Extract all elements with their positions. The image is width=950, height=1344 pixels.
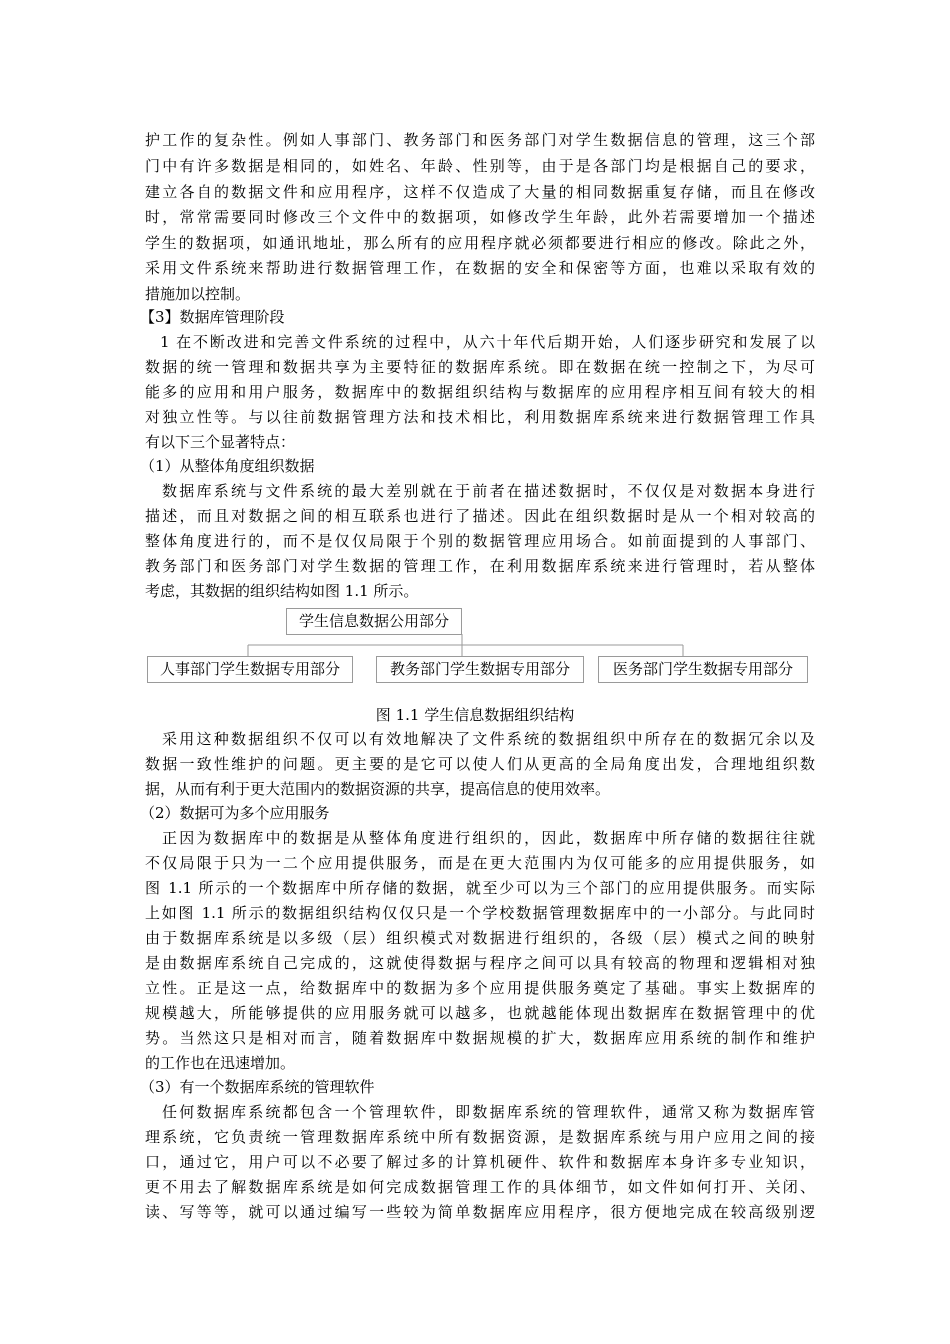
sub2-line: 势。当然这只是相对而言，随着数据库中数据规模的扩大，数据库应用系统的制作和维护	[145, 1029, 815, 1047]
sub3-line: 任何数据库系统都包含一个管理软件，即数据库系统的管理软件，通常又称为数据库管	[162, 1103, 815, 1121]
sub3-line: 口，通过它，用户可以不必要了解过多的计算机硬件、软件和数据库本身许多专业知识，	[145, 1153, 815, 1171]
diagram-node-academic: 教务部门学生数据专用部分	[376, 656, 584, 683]
sub3-line: 更不用去了解数据库系统是如何完成数据管理工作的具体细节，如文件如何打开、关闭、	[145, 1178, 815, 1196]
sub2-line: 由于数据库系统是以多级（层）组织模式对数据进行组织的，各级（层）模式之间的映射	[145, 929, 815, 947]
after-fig-line: 数据一致性维护的问题。更主要的是它可以使人们从更高的全局角度出发，合理地组织数	[145, 755, 815, 773]
sub2-line: 立性。正是这一点，给数据库中的数据为多个应用提供服务奠定了基础。事实上数据库的	[145, 979, 815, 997]
sub2-line: 上如图 1.1 所示的数据组织结构仅仅只是一个学校数据管理数据库中的一小部分。与此同时	[145, 904, 815, 922]
sub1-line: 数据库系统与文件系统的最大差别就在于前者在描述数据时，不仅仅是对数据本身进行	[162, 482, 815, 500]
after-fig-line: 采用这种数据组织不仅可以有效地解决了文件系统的数据组织中所存在的数据冗余以及	[162, 730, 815, 748]
sub2-line: 图 1.1 所示的一个数据库中所存储的数据，就至少可以为三个部门的应用提供服务。而实际	[145, 879, 815, 897]
diagram-node-medical: 医务部门学生数据专用部分	[598, 656, 808, 683]
subheading-1: （1）从整体角度组织数据	[140, 457, 315, 475]
sub3-line: 读、写等等，就可以通过编写一些较为简单数据库应用程序，很方便地完成在较高级别逻	[145, 1203, 815, 1221]
sub1-line: 整体角度进行的，而不是仅仅局限于个别的数据管理应用场合。如前面提到的人事部门、	[145, 532, 815, 550]
intro-line: 时，常常需要同时修改三个文件中的数据项，如修改学生年龄，此外若需要增加一个描述	[145, 208, 815, 226]
sub2-line: 是由数据库系统自己完成的，这就使得数据与程序之间可以具有较高的物理和逻辑相对独	[145, 954, 815, 972]
intro-line: 采用文件系统来帮助进行数据管理工作，在数据的安全和保密等方面，也难以采取有效的	[145, 259, 815, 277]
stage-line: 对独立性等。与以往前数据管理方法和技术相比，利用数据库系统来进行数据管理工作具	[145, 408, 815, 426]
intro-line: 建立各自的数据文件和应用程序，这样不仅造成了大量的相同数据重复存储，而且在修改	[145, 183, 815, 201]
sub1-line: 描述，而且对数据之间的相互联系也进行了描述。因此在组织数据时是从一个相对较高的	[145, 507, 815, 525]
intro-line: 措施加以控制。	[145, 285, 251, 303]
stage-line: 能多的应用和用户服务，数据库中的数据组织结构与数据库的应用程序相互间有较大的相	[145, 383, 815, 401]
intro-line: 门中有许多数据是相同的，如姓名、年龄、性别等，由于是各部门均是根据自己的要求，	[145, 157, 815, 175]
sub1-line: 考虑，其数据的组织结构如图 1.1 所示。	[145, 582, 419, 600]
sub2-line: 正因为数据库中的数据是从整体角度进行组织的，因此，数据库中所存储的数据往往就	[162, 829, 815, 847]
intro-line: 学生的数据项，如通讯地址，那么所有的应用程序就必须都要进行相应的修改。除此之外，	[145, 234, 815, 252]
subheading-2: （2）数据可为多个应用服务	[140, 804, 330, 822]
sub1-line: 教务部门和医务部门对学生数据的管理工作，在利用数据库系统来进行管理时，若从整体	[145, 557, 815, 575]
sub3-line: 理系统，它负责统一管理数据库系统中所有数据资源，是数据库系统与用户应用之间的接	[145, 1128, 815, 1146]
diagram-node-personnel: 人事部门学生数据专用部分	[147, 656, 353, 683]
stage-line: 有以下三个显著特点：	[145, 433, 296, 451]
stage-line: 1 在不断改进和完善文件系统的过程中，从六十年代后期开始，人们逐步研究和发展了以	[160, 333, 815, 351]
diagram-node-common: 学生信息数据公用部分	[286, 608, 462, 635]
section-heading: 【3】数据库管理阶段	[140, 308, 285, 326]
sub2-line: 的工作也在迅速增加。	[145, 1054, 296, 1072]
sub2-line: 规模越大，所能够提供的应用服务就可以越多，也就越能体现出数据库在数据管理中的优	[145, 1004, 815, 1022]
after-fig-line: 据，从而有利于更大范围内的数据资源的共享，提高信息的使用效率。	[145, 780, 611, 798]
sub2-line: 不仅局限于只为一二个应用提供服务，而是在更大范围内为仅可能多的应用提供服务，如	[145, 854, 815, 872]
subheading-3: （3）有一个数据库系统的管理软件	[140, 1078, 375, 1096]
figure-caption: 图 1.1 学生信息数据组织结构	[375, 706, 575, 724]
stage-line: 数据的统一管理和数据共享为主要特征的数据库系统。即在数据在统一控制之下，为尽可	[145, 358, 815, 376]
intro-line: 护工作的复杂性。例如人事部门、教务部门和医务部门对学生数据信息的管理，这三个部	[145, 131, 815, 149]
